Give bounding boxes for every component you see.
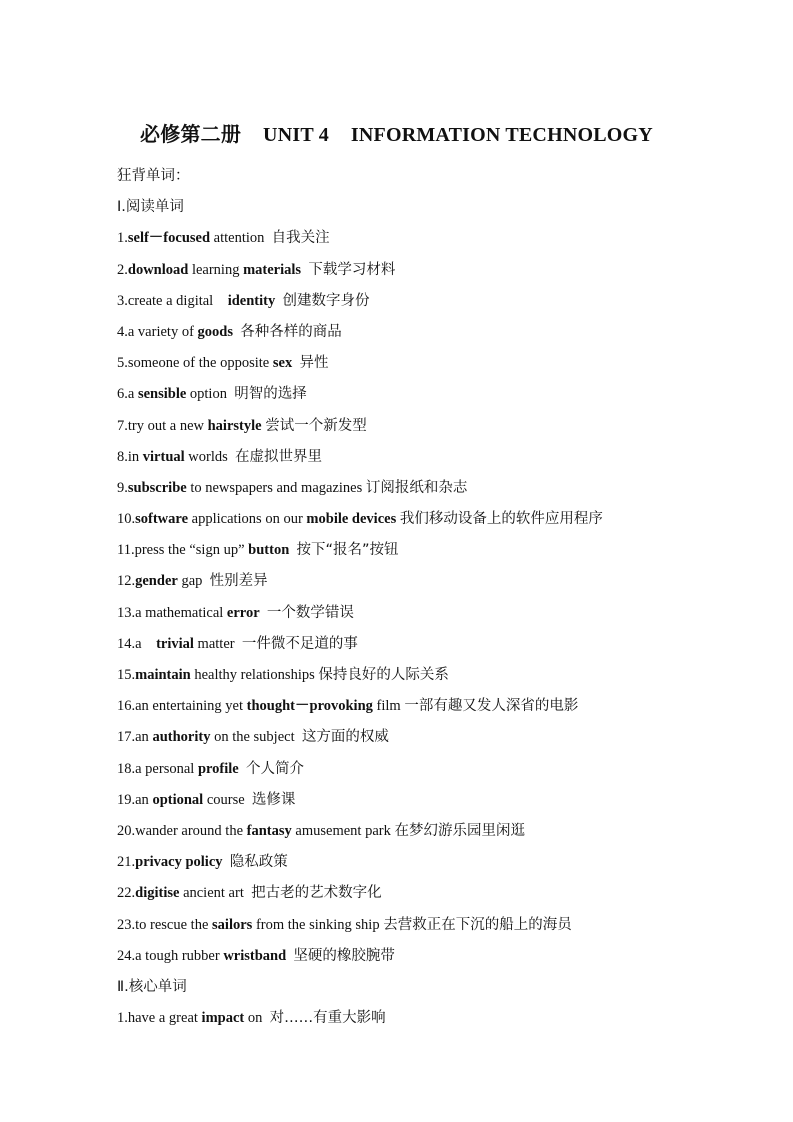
- vocab-item: [117, 411, 757, 442]
- vocab-text: 6.a: [117, 386, 138, 403]
- vocab-text: attention: [210, 230, 272, 247]
- vocab-keyword: thought－provoking: [246, 698, 373, 715]
- vocab-text: to newspapers and magazines: [186, 479, 366, 496]
- vocab-item: [117, 598, 757, 629]
- vocab-keyword: maintain: [135, 667, 191, 683]
- vocab-translation: 一件微不足道的事: [241, 635, 358, 652]
- vocab-translation: 异性: [299, 355, 329, 372]
- vocab-text: worlds: [184, 448, 236, 465]
- vocab-item: [117, 286, 757, 317]
- vocab-text: applications on our: [188, 511, 307, 528]
- vocab-text: gap: [177, 573, 210, 590]
- vocab-item: [117, 816, 757, 847]
- vocab-text: healthy relationships: [190, 667, 319, 683]
- vocab-translation: 在虚拟世界里: [235, 448, 323, 465]
- vocab-text: on the subject: [210, 729, 302, 746]
- vocab-item: [117, 379, 757, 410]
- intro-line: 狂背单词：: [117, 168, 190, 184]
- title-unit: UNIT 4: [263, 124, 329, 146]
- vocab-item: [117, 785, 757, 816]
- vocab-text: 21.: [117, 854, 136, 871]
- vocab-item: [117, 691, 757, 722]
- vocab-item: [117, 566, 757, 597]
- vocab-keyword: sailors: [212, 916, 253, 933]
- vocab-translation: 去营救正在下沉的船上的海员: [383, 916, 572, 933]
- vocab-text: 15.: [117, 667, 136, 683]
- vocab-text: 7.try out a new: [117, 417, 208, 434]
- vocab-keyword: digitise: [135, 885, 180, 902]
- vocab-text: 8.in: [117, 448, 143, 465]
- vocab-keyword: optional: [152, 791, 204, 808]
- vocab-keyword: button: [248, 542, 290, 559]
- vocab-translation: 各种各样的商品: [240, 323, 342, 340]
- vocab-item: [117, 847, 757, 878]
- page-title: [0, 118, 793, 147]
- vocab-keyword: software: [135, 511, 189, 528]
- vocab-text: 18.a personal: [117, 760, 198, 777]
- vocab-translation: 一个数学错误: [266, 604, 354, 621]
- vocab-translation: 对……有重大影响: [269, 1010, 386, 1027]
- vocab-keyword: goods: [197, 323, 233, 340]
- vocab-item: [117, 754, 757, 785]
- vocab-item: [117, 722, 757, 753]
- vocab-text: 22.: [117, 885, 136, 902]
- vocab-text: [239, 761, 246, 777]
- vocab-text: 16.an entertaining yet: [117, 698, 247, 715]
- vocab-item: [117, 1003, 757, 1034]
- vocab-keyword: fantasy: [246, 822, 292, 839]
- vocab-keyword: self－focused: [127, 230, 211, 247]
- title-topic: INFORMATION TECHNOLOGY: [350, 124, 653, 146]
- vocab-keyword: download: [127, 261, 189, 278]
- vocab-translation: 按下“报名”按钮: [296, 542, 399, 559]
- vocab-translation: 在梦幻游乐园里闲逛: [394, 822, 525, 839]
- vocab-text: [275, 293, 282, 309]
- section-heading: Ⅱ.核心单词: [117, 978, 187, 995]
- vocab-keyword: profile: [197, 760, 239, 777]
- vocab-text: course: [203, 791, 252, 808]
- vocab-translation: 一部有趣又发人深省的电影: [404, 698, 579, 715]
- vocab-item: [117, 348, 757, 379]
- vocab-text: amusement park: [291, 822, 395, 839]
- vocab-item: [117, 629, 757, 660]
- vocab-text: option: [186, 386, 235, 403]
- vocab-text: from the sinking ship: [252, 916, 384, 933]
- vocab-text: 11.press the “sign up”: [117, 542, 249, 559]
- vocab-item: [117, 317, 757, 348]
- vocab-text: 1.: [117, 230, 128, 247]
- vocab-text: learning: [188, 261, 244, 278]
- vocab-item: [117, 223, 757, 254]
- vocab-keyword: error: [226, 604, 260, 621]
- vocab-keyword: virtual: [142, 448, 185, 465]
- vocab-text: on: [244, 1010, 270, 1027]
- vocab-text: 2.: [117, 261, 128, 278]
- vocab-translation: 坚硬的橡胶腕带: [293, 947, 395, 964]
- vocab-text: film: [372, 698, 405, 715]
- vocab-item: [117, 878, 757, 909]
- vocab-keyword: materials: [243, 261, 302, 278]
- vocab-keyword: wristband: [223, 947, 287, 964]
- vocab-text: 4.a variety of: [117, 323, 198, 340]
- vocab-keyword: trivial: [156, 635, 194, 652]
- vocab-text: ancient art: [179, 885, 252, 902]
- vocab-text: matter: [193, 635, 242, 652]
- vocab-item: [117, 910, 757, 941]
- vocab-keyword: privacy policy: [135, 854, 223, 871]
- title-book: 必修第二册: [140, 122, 242, 146]
- vocab-keyword: impact: [201, 1010, 245, 1027]
- vocab-text: 3.create a digital: [117, 292, 228, 309]
- vocab-translation: 个人简介: [246, 760, 304, 777]
- vocab-text: 24.a tough rubber: [117, 947, 224, 964]
- vocab-item: [117, 941, 757, 972]
- vocab-keyword: sensible: [137, 386, 187, 403]
- vocab-translation: 尝试一个新发型: [265, 417, 367, 434]
- vocab-text: [289, 542, 296, 558]
- vocab-keyword: gender: [135, 573, 178, 590]
- vocab-text: 1.have a great: [117, 1010, 202, 1027]
- vocab-keyword: mobile devices: [306, 511, 397, 528]
- vocab-text: 10.: [117, 511, 136, 528]
- vocab-translation: 隐私政策: [229, 854, 288, 871]
- vocab-keyword: authority: [152, 729, 211, 746]
- vocab-text: 23.to rescue the: [117, 916, 213, 933]
- vocab-translation: 把古老的艺术数字化: [251, 885, 382, 902]
- vocab-text: 12.: [117, 573, 136, 590]
- section-heading: Ⅰ.阅读单词: [117, 199, 184, 216]
- vocab-item: [117, 660, 757, 691]
- vocab-text: 17.an: [117, 729, 153, 746]
- vocab-item: [117, 535, 757, 566]
- vocab-keyword: hairstyle: [207, 417, 262, 434]
- vocab-keyword: sex: [272, 355, 293, 372]
- vocab-text: [260, 605, 267, 621]
- vocabulary-list: [117, 161, 757, 1034]
- vocab-translation: 创建数字身份: [282, 292, 370, 309]
- vocab-text: 14.a: [117, 635, 157, 652]
- vocab-translation: 明智的选择: [234, 386, 307, 403]
- vocab-translation: 自我关注: [271, 230, 330, 247]
- vocab-translation: 订阅报纸和杂志: [365, 479, 468, 496]
- vocab-translation: 选修课: [251, 791, 296, 808]
- vocab-translation: 保持良好的人际关系: [318, 667, 449, 683]
- vocab-text: 19.an: [117, 791, 153, 808]
- vocab-text: 13.a mathematical: [117, 604, 227, 621]
- vocab-text: 5.someone of the opposite: [117, 355, 273, 372]
- vocab-item: [117, 473, 757, 504]
- vocab-translation: 我们移动设备上的软件应用程序: [399, 511, 603, 528]
- vocab-text: 20.wander around the: [117, 822, 247, 839]
- vocab-translation: 这方面的权威: [301, 729, 389, 746]
- vocab-item: [117, 504, 757, 535]
- vocab-keyword: identity: [227, 292, 276, 309]
- vocab-item: [117, 442, 757, 473]
- vocab-text: [223, 854, 230, 870]
- vocab-item: [117, 255, 757, 286]
- vocab-text: 9.: [117, 479, 128, 496]
- vocab-translation: 下载学习材料: [308, 261, 396, 278]
- vocab-translation: 性别差异: [209, 573, 268, 590]
- vocab-keyword: subscribe: [127, 479, 187, 496]
